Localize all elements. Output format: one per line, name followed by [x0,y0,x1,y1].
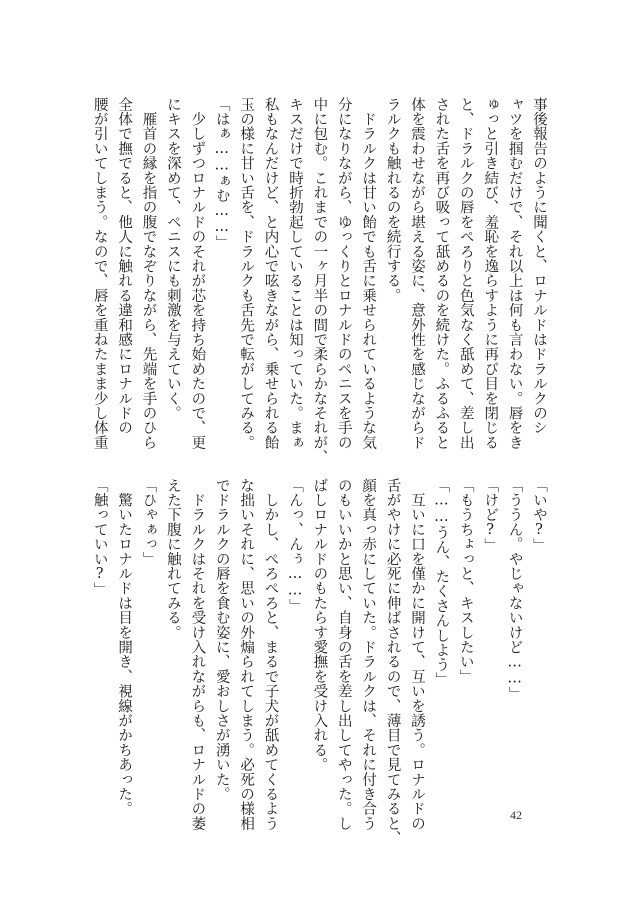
text-line: 雁首の縁を指の腹でなぞりながら、先端を手のひら [140,97,157,450]
text-line: しかし、ぺろぺろと、まるで子犬が舐めてくるよう [262,478,279,831]
text-line: 私もなんだけど、と内心で呟きながら、乗せられる飴 [262,97,279,450]
text-line: 玉の様に甘い舌を、ドラルクも舌先で転がしてみる。 [238,97,255,450]
text-line: 腰が引いてしまう。なので、唇を重ねたまま少し体重 [91,97,108,450]
text-line: ラルクも触れるのを続行する。 [384,97,401,303]
text-line: と、ドラルクの唇をぺろりと色気なく舐めて、差し出 [457,97,474,450]
text-line: な拙いそれに、思いの外煽られてしまう。必死の様相 [238,478,255,831]
text-line: 体を震わせながら堪える姿に、意外性を感じながらド [408,97,425,450]
text-line: 「はぁ……ぁむ……」 [213,97,230,250]
text-line: 「触っていい?」 [91,478,108,598]
text-line: ャツを掴むだけで、それ以上は何も言わない。唇をき [506,97,523,450]
text-line: された舌を再び吸って舐めるのを続けた。ふるふると [433,97,450,450]
text-line: 「もうちょっと、キスしたい」 [457,478,474,684]
text-line: 「ううん。やじゃないけど……」 [506,478,523,702]
text-line: 少しずつロナルドのそれが芯を持ち始めたので、更 [189,97,206,450]
text-line: でドラルクの唇を食む姿に、愛おしさが湧いた。 [213,478,230,802]
text-line: キスだけで時折勃起していることは知っていた。まぁ [286,97,303,450]
text-line: 「……うん、たくさんしよう」 [433,478,450,687]
text-line: ドラルクは甘い飴でも舌に乗せられているような気 [360,97,377,450]
text-line: 「んっ、んぅ……」 [286,478,303,614]
text-line: 全体で撫でると、他人に触れる違和感にロナルドの [116,97,133,436]
text-line: 事後報告のように聞くと、ロナルドはドラルクのシ [531,97,547,436]
text-line: ゅっと引き結び、羞恥を逸らすように再び目を閉じる [482,97,499,450]
text-line: 互いに口を僅かに開けて、互いを誘う。ロナルドの [408,478,425,831]
text-line: 驚いたロナルドは目を開き、視線がかちあった。 [116,478,133,817]
text-line: 「ひゃぁっ」 [140,478,157,567]
text-line: 顔を真っ赤にしていた。ドラルクは、それに付き合う [360,478,377,831]
text-line: えた下腹に触れてみる。 [164,478,181,640]
text-line: にキスを深めて、ペニスにも刺激を与えていく。 [164,97,181,421]
text-line: 「いや?」 [531,478,547,553]
text-line: 舌がやけに必死に伸ばされるので、薄目で見てみると、 [384,478,401,846]
text-line: 「けど?」 [482,478,499,553]
text-line: のもいいかと思い、自身の舌を差し出してやった。し [335,478,352,831]
upper-text-block [91,97,551,465]
text-line: ばしロナルドのもたらす愛撫を受け入れる。 [311,478,328,772]
page-number: 42 [510,808,522,822]
text-line: ドラルクはそれを受け入れながらも、ロナルドの萎 [189,478,206,831]
text-line: 分になりながら、ゆっくりとロナルドのペニスを手の [335,97,352,450]
text-line: 中に包む。これまでの一ヶ月半の間で柔らかなそれが、 [311,97,328,465]
